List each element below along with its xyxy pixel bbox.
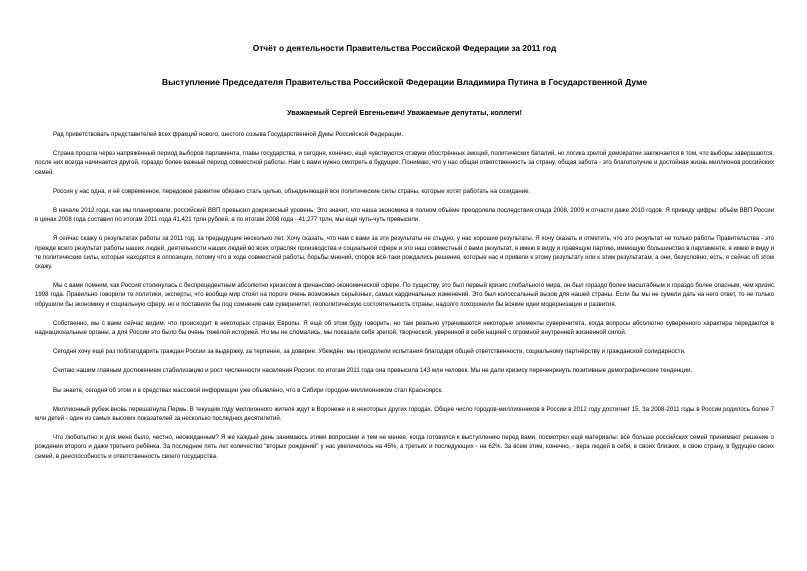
document-body (35, 130, 774, 461)
paragraph: Вы знаете, сегодня об этом и в средствах массовой информации уже объявлено, что в Сибири городом-миллионником стал Красноярск. (53, 386, 443, 394)
document-subtitle: Выступление Председателя Правительства Российской Федерации Владимира Путина в Государственной Думе (161, 77, 648, 87)
paragraph: Сегодня хочу ещё раз поблагодарить граждан России за выдержку, за терпение, за доверие. Убеждён: мы преодолели испытания благодаря общей ответственности, социальному партнёрству и гражданской солидарности. (53, 348, 686, 356)
paragraph: Мы с вами помним, как Россия столкнулась с беспрецедентным абсолютно кризисом в финансово-экономической сфере. По существу, это был первый кризис глобального мира, он был гораздо более масштабным и гораздо более опасным, чем кризис 1998 года. Правильно говорили те политики, эксперты, что вообще мир стоял на пороге очень возможных серьёзных, самых кардинальных изменений. Это был колоссальный вызов для нашей страны. Если бы мы не сумели дать на него ответ, то не только обрушили бы экономику и социальную сферу, но и поставили бы под сомнение сам суверенитет, геополитическую состоятельность страны, надолго похоронили бы всякие идеи модернизации и развития. (35, 282, 774, 308)
paragraph: Рад приветствовать представителей всех фракций нового, шестого созыва Государственной Думы Российской Федерации. (53, 131, 404, 138)
paragraph: Считаю нашим главным достижением стабилизацию и рост численности населения России: по итогам 2011 года она превысила 143 млн человек. Мы не дали кризису переченркнуть позитивные демографические тенденции. (53, 367, 693, 375)
greeting: Уважаемый Сергей Евгеньевич! Уважаемые депутаты, коллеги! (286, 108, 523, 117)
paragraph: Страна прошла через напряжённый период выборов парламента, главы государства, и сегодня, конечно, ещё чувствуются отзвуки обострённых эмоций, политических баталий, но логика зрелой демократии заключается в том, что выборы завершаются, после них всегда начинается другой, гораздо более важный период совместной работы. Нам с вами нужно смотреть в будущее. Понимаю, что у нас общая ответственность за страну, общая забота - это благополучие и достойная жизнь миллионов российских семей. (35, 150, 774, 176)
paragraph: Что любопытно и для меня было, честно, неожиданным? Я же каждый день занимаюсь этими вопросами и тем не менее, когда готовился к выступлению перед вами, посмотрел ещё материалы: всё больше российских семей принимают решение о рождении второго и даже третьего ребёнка. За последние пять лет количество "вторых рождений" у нас увеличилось на 45%, а третьих и последующих - на 62%. За всем этим, конечно, - вера людей в себя, в своих близких, в свою страну, в будущее своих семей, в дееспособность и ответственность своего государства. (35, 434, 774, 460)
paragraph: Россия у нас одна, и её современное, передовое развитие обязано стать целью, объединяющей все политические силы страны, которые хотят работать на созидание. (53, 187, 531, 195)
document-title: Отчёт о деятельности Правительства Российской Федерации за 2011 год (252, 43, 557, 53)
paragraph: В начале 2012 года, как мы планировали, российский ВВП превысил докризисный уровень. Это значит, что наша экономика в полном объёме преодолела последствия спада 2008, 2009 и отчасти даже 2010 годов. Я приведу цифры: объём ВВП России в ценах 2008 года составил по итогам 2011 года 41,421 трлн рублей, а по итогам 2008 года - 41,277 трлн, мы ещё чуть-чуть превысили. (35, 207, 774, 224)
paragraph: Собственно, мы с вами сейчас видим, что происходит в некоторых странах Европы. Я ещё об этом буду говорить, но там реально утрачиваются некоторые элементы суверенитета, когда вопросы абсолютно суверенного характера передаются в наднациональные органы, а для России это было бы очень тяжёлой историей. Но мы не сломались, мы показали себя зрелой, творческой, уверенной в себе нацией с огромной внутренней жизненной силой. (35, 319, 774, 337)
paragraph: Я сейчас скажу о результатах работы за 2011 год, за предыдущие несколько лет. Хочу сказать, что нам с вами за эти результаты не стыдно, у нас хорошие результаты. Я хочу сказать и отметить, что это результат не только работы Правительства - это прежде всего результат работы наших людей, деятельности наших людей во всех отраслях производства и социальной сфере и это наш совместный с вами результат, я имею в виду и правящую партию, имеющую большинство в парламенте, я имею в виду и те политические силы, которые находятся в оппозиции, потому что в ходе совместной работы, борьбы мнений, споров всё-таки рождались решения, которые нас и привели к этому результату или к этим результатам, а они, безусловно, есть, я сейчас об этом скажу. (35, 235, 774, 271)
paragraph: Миллионный рубеж вновь перешагнула Пермь. В текущем году миллионного жителя ждут в Воронеже и в некоторых других городах. Общее число городов-миллионников в России в 2012 году достигнет 15. За 2008-2011 годы в России родилось более 7 млн детей - один из самых высоких показателей за несколько последних десятилетий. (35, 405, 774, 423)
